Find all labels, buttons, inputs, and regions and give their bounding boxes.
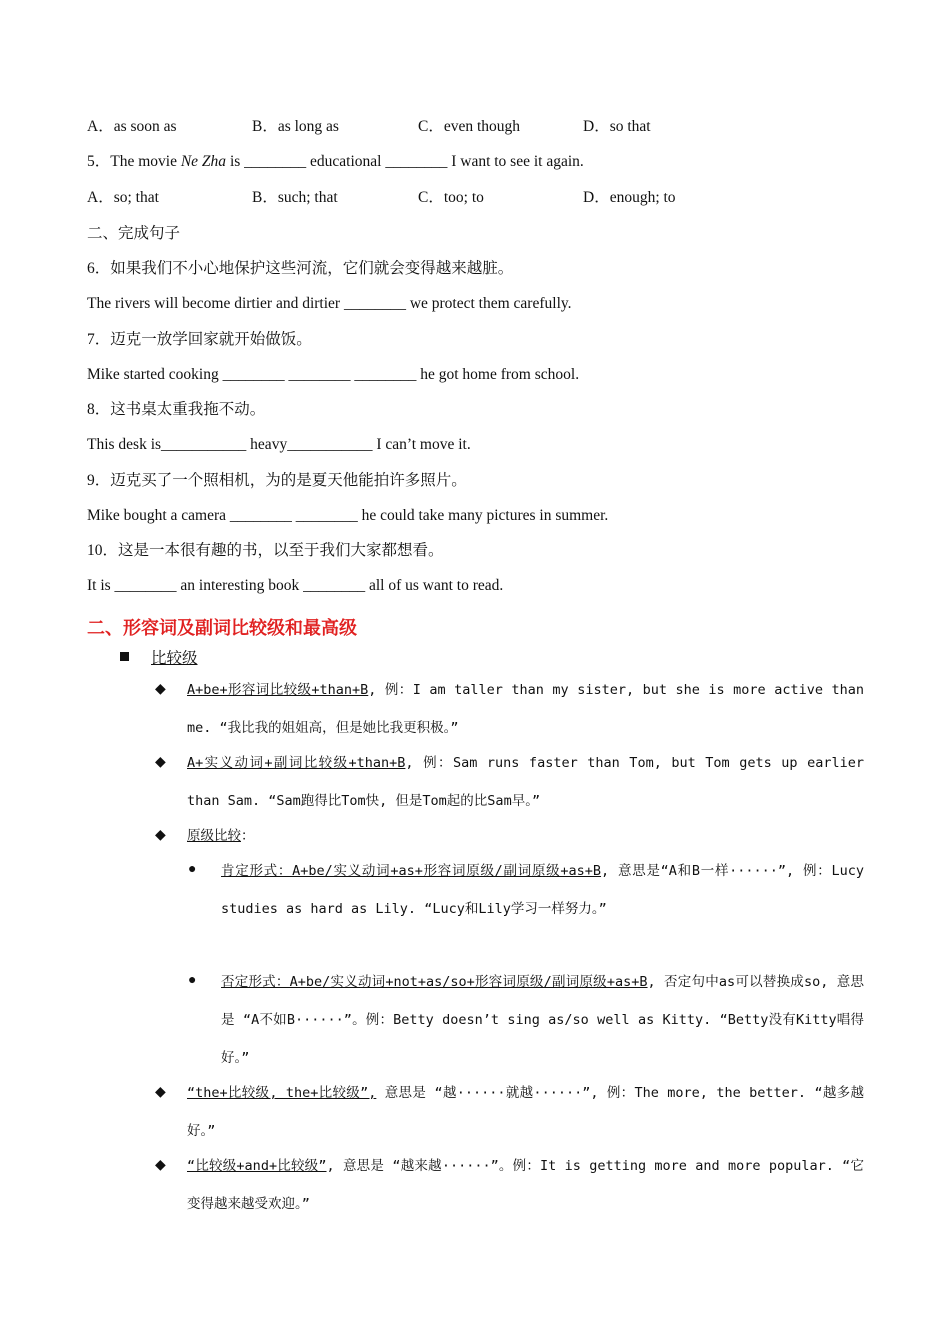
rule-1-text: , 例：I am taller than my sister, but she is more active than me. “我比我的姐姐高，但是她比我更积极。”: [187, 682, 864, 736]
rule-3: [187, 817, 864, 855]
sentence-10-en: It is ________ an interesting book ________ all of us want to read.: [87, 577, 504, 594]
part-heading: 二、完成句子: [87, 225, 181, 242]
rule-3b-pattern: 否定形式：A+be/实义动词+not+as/so+形容词原级/副词原级+as+B: [221, 974, 648, 990]
rule-3-pattern: 原级比较: [187, 828, 241, 844]
square-bullet-icon: [120, 652, 129, 661]
section-title: 二、形容词及副词比较级和最高级: [87, 618, 357, 639]
dot-bullet-icon: ●: [188, 862, 197, 877]
sentence-10-zh: 10．这是一本很有趣的书，以至于我们大家都想看。: [87, 542, 444, 559]
rule-3a: [221, 852, 864, 928]
sentence-7-en: Mike started cooking ________ ________ ________ he got home from school.: [87, 366, 580, 383]
rule-2: [187, 744, 864, 820]
q4-option-a: A．as soon as: [87, 118, 177, 135]
rule-2-text: , 例：Sam runs faster than Tom, but Tom gets up earlier than Sam. “Sam跑得比Tom快, 但是Tom起的比Sam早。”: [187, 755, 864, 809]
sentence-9-zh: 9．迈克买了一个照相机，为的是夏天他能拍许多照片。: [87, 472, 467, 489]
rule-3-text: ：: [241, 828, 255, 844]
rule-5-pattern: “比较级+and+比较级”: [187, 1158, 327, 1174]
q4-option-c: C．even though: [418, 118, 521, 135]
q5-option-b: B．such; that: [252, 189, 338, 206]
rule-2-pattern: A+实义动词+副词比较级+than+B: [187, 755, 406, 771]
subsection-heading: [120, 646, 198, 668]
diamond-bullet-icon: ◆: [155, 1158, 166, 1173]
diamond-bullet-icon: ◆: [155, 1085, 166, 1100]
q5-option-c: C．too; to: [418, 189, 484, 206]
q5-prefix: 5．The movie: [87, 153, 181, 170]
rule-3a-pattern: 肯定形式：A+be/实义动词+as+形容词原级/副词原级+as+B: [221, 863, 602, 879]
sentence-7-zh: 7．迈克一放学回家就开始做饭。: [87, 331, 312, 348]
rule-5-text: , 意思是 “越来越······”。例：It is getting more and more popular. “它变得越来越受欢迎。”: [187, 1158, 864, 1212]
diamond-bullet-icon: ◆: [155, 828, 166, 843]
subsection-label: 比较级: [151, 650, 198, 667]
sentence-6-en: The rivers will become dirtier and dirtier ________ we protect them carefully.: [87, 295, 572, 312]
q4-option-d: D．so that: [583, 118, 651, 135]
q5-suffix: is ________ educational ________ I want to see it again.: [226, 153, 584, 170]
rule-3a-text: , 意思是“A和B一样······”, 例：Lucy studies as hard as Lily. “Lucy和Lily学习一样努力。”: [221, 863, 864, 917]
q5-option-a: A．so; that: [87, 189, 159, 206]
rule-4-text: 意思是 “越······就越······”, 例：The more, the better. “越多越好。”: [187, 1085, 864, 1139]
rule-1: [187, 671, 864, 747]
q4-option-b: B．as long as: [252, 118, 339, 135]
rule-4: [187, 1074, 864, 1150]
sentence-8-en: This desk is___________ heavy___________ I can’t move it.: [87, 436, 471, 453]
sentence-6-zh: 6．如果我们不小心地保护这些河流，它们就会变得越来越脏。: [87, 260, 514, 277]
question-5: [87, 152, 584, 172]
q5-movie-title: Ne Zha: [180, 153, 227, 170]
rule-3b: [221, 963, 864, 1077]
rule-1-pattern: A+be+形容词比较级+than+B: [187, 682, 369, 698]
sentence-9-en: Mike bought a camera ________ ________ he could take many pictures in summer.: [87, 507, 609, 524]
rule-4-pattern: “the+比较级, the+比较级”,: [187, 1085, 377, 1101]
sentence-8-zh: 8．这书桌太重我拖不动。: [87, 401, 266, 418]
diamond-bullet-icon: ◆: [155, 682, 166, 697]
rule-3b-text: , 否定句中as可以替换成so, 意思是 “A不如B······”。例：Betty doesn’t sing as/so well as Kitty. “Betty没有Kitty唱得好。”: [221, 974, 864, 1066]
rule-5: [187, 1147, 864, 1223]
q5-option-d: D．enough; to: [583, 189, 676, 206]
diamond-bullet-icon: ◆: [155, 755, 166, 770]
dot-bullet-icon: ●: [188, 973, 197, 988]
